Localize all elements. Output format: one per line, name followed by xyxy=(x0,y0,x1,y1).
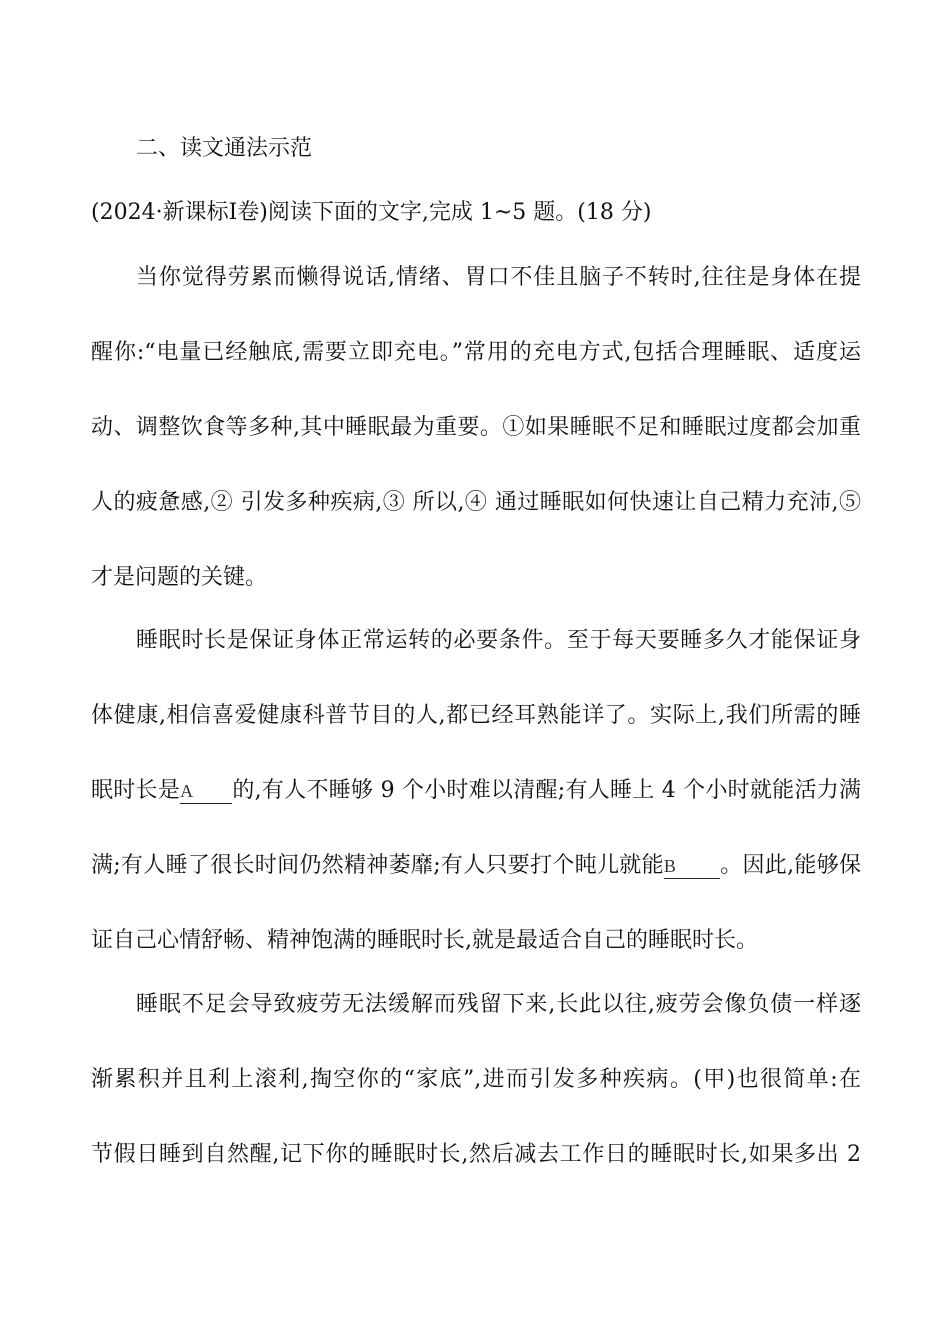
paragraph3-line2: 渐累积并且利上滚利,掏空你的“家底”,进而引发多种疾病。(甲)也很简单:在 xyxy=(91,1067,861,1092)
paragraph2-line5: 证自己心情舒畅、精神饱满的睡眠时长,就是最适合自己的睡眠时长。 xyxy=(91,928,758,953)
paragraph2-line3-before: 眠时长是 xyxy=(91,778,181,803)
source-line: (2024·新课标Ⅰ卷)阅读下面的文字,完成 1~5 题。(18 分) xyxy=(91,200,652,225)
paragraph1-line5: 才是问题的关键。 xyxy=(91,565,268,590)
blank-b: B xyxy=(664,854,720,879)
paragraph2-line1: 睡眠时长是保证身体正常运转的必要条件。至于每天要睡多久才能保证身 xyxy=(136,628,861,653)
paragraph1-line3: 动、调整饮食等多种,其中睡眠最为重要。①如果睡眠不足和睡眠过度都会加重 xyxy=(91,415,861,440)
paragraph3-line1: 睡眠不足会导致疲劳无法缓解而残留下来,长此以往,疲劳会像负债一样逐 xyxy=(136,992,861,1017)
paragraph1-line4: 人的疲惫感,② 引发多种疾病,③ 所以,④ 通过睡眠如何快速让自己精力充沛,⑤ xyxy=(91,490,861,515)
paragraph1-line1: 当你觉得劳累而懒得说话,情绪、胃口不佳且脑子不转时,往往是身体在提 xyxy=(136,265,861,290)
blank-a: A xyxy=(180,779,232,804)
paragraph2-line3-after: 的,有人不睡够 9 个小时难以清醒;有人睡上 4 个小时就能活力满 xyxy=(232,778,861,803)
paragraph2-line3 xyxy=(91,776,861,806)
paragraph2-line4-after: 。因此,能够保 xyxy=(719,853,861,878)
paragraph2-line4-before: 满;有人睡了很长时间仍然精神萎靡;有人只要打个盹儿就能 xyxy=(91,853,664,878)
section-heading: 二、读文通法示范 xyxy=(136,136,313,161)
paragraph2-line4 xyxy=(91,851,861,881)
paragraph1-line2: 醒你:“电量已经触底,需要立即充电。”常用的充电方式,包括合理睡眠、适度运 xyxy=(91,340,861,365)
paragraph2-line2: 体健康,相信喜爱健康科普节目的人,都已经耳熟能详了。实际上,我们所需的睡 xyxy=(91,703,861,728)
paragraph3-line3: 节假日睡到自然醒,记下你的睡眠时长,然后减去工作日的睡眠时长,如果多出 2 xyxy=(91,1142,861,1167)
